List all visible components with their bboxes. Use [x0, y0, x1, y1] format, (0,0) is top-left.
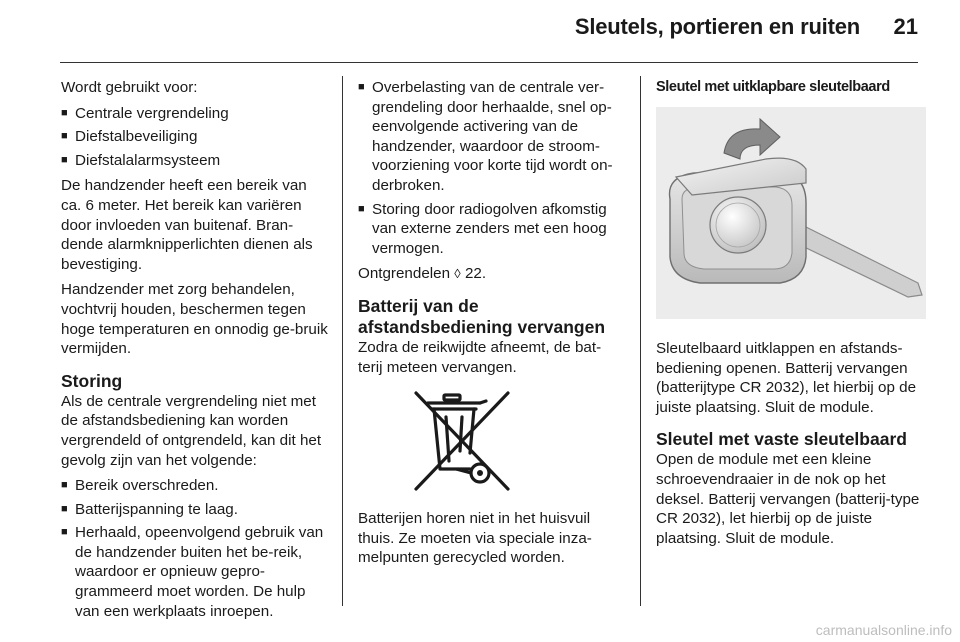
range-paragraph: De handzender heeft een bereik van ca. 6 meter. Het bereik kan variëren door invloeden van buitenaf. Bran-dende alarmknipperlichten dienen als bevestiging.	[61, 177, 313, 273]
bullet-icon: ■	[61, 130, 68, 143]
list-item: ■ Overbelasting van de centrale ver-grendeling door herhaalde, snel op-eenvolgende activering van de handzender, waardoor de stroom-voorziening voor korte tijd wordt on-derbroken.	[358, 79, 613, 194]
uses-list	[61, 104, 329, 171]
column-divider-2	[640, 76, 641, 606]
bullet-icon: ■	[358, 202, 365, 215]
list-item: ■ Herhaald, opeenvolgend gebruik van de handzender buiten het be-reik, waardoor er opnieuw gepro-grammeerd moet worden. De hulp van een werkplaats inroepen.	[61, 524, 324, 620]
header-rule	[60, 62, 918, 63]
list-item: ■ Storing door radiogolven afkomstig van externe zenders met een hoog vermogen.	[358, 200, 607, 257]
causes-list	[61, 476, 329, 621]
list-item: ■ Bereik overschreden.	[61, 477, 219, 495]
page-title: Sleutels, portieren en ruiten	[574, 14, 860, 39]
cross-reference-icon: ◊	[454, 266, 461, 282]
bullet-icon: ■	[358, 81, 365, 93]
folding-key-paragraph: Sleutelbaard uitklappen en afstands-bediening openen. Batterij vervangen (batterijtype CR 2032), let hierbij op de juiste plaatsing. Sluit de module.	[656, 340, 917, 416]
care-paragraph: Handzender met zorg behandelen, vochtvrij houden, beschermen tegen hoge temperaturen en onnodig ge-bruik vermijden.	[61, 281, 328, 358]
page-number: 21	[893, 14, 918, 39]
list-item: ■ Batterijspanning te laag.	[61, 500, 238, 518]
column-divider-1	[342, 76, 343, 606]
fault-paragraph: Als de centrale vergrendeling niet met de afstandsbediening kan worden vergrendeld of ontgrendeld, kan dit het gevolg zijn van het volgende:	[61, 392, 322, 469]
list-item: ■ Diefstalalarmsysteem	[61, 151, 221, 169]
column-3	[656, 78, 926, 554]
page-header	[0, 14, 960, 50]
bullet-icon: ■	[61, 153, 68, 166]
column-2	[358, 78, 624, 574]
fixed-key-paragraph: Open de module met een kleine schroevendraaier in de nok op het deksel. Batterij vervangen (batterij-type CR 2032), let hierbij op de juiste plaatsing. Sluit de module.	[656, 451, 920, 547]
causes-list-continued	[358, 78, 624, 258]
disposal-paragraph: Batterijen horen niet in het huisvuil thuis. Ze moeten via speciale inza-melpunten gerecycled worden.	[358, 510, 592, 567]
bullet-icon: ■	[61, 526, 68, 539]
battery-heading: Batterij van de afstandsbediening vervangen	[358, 295, 606, 337]
fault-heading: Storing	[61, 370, 123, 391]
bullet-icon: ■	[61, 106, 68, 119]
unlock-reference[interactable]: Ontgrendelen ◊ 22.	[358, 265, 487, 283]
crossed-out-bin-icon	[410, 389, 514, 493]
folding-key-heading: Sleutel met uitklapbare sleutelbaard	[656, 79, 890, 95]
uses-intro: Wordt gebruikt voor:	[61, 79, 198, 96]
watermark: carmanualsonline.info	[815, 622, 952, 638]
fixed-key-heading: Sleutel met vaste sleutelbaard	[656, 429, 907, 450]
folding-key-figure	[656, 107, 926, 319]
column-1	[61, 78, 329, 627]
bullet-icon: ■	[61, 479, 68, 492]
list-item: ■ Diefstalbeveiliging	[61, 128, 198, 146]
battery-paragraph: Zodra de reikwijdte afneemt, de bat-terij meteen vervangen.	[358, 338, 602, 376]
list-item: ■ Centrale vergrendeling	[61, 104, 229, 122]
bullet-icon: ■	[61, 502, 68, 515]
